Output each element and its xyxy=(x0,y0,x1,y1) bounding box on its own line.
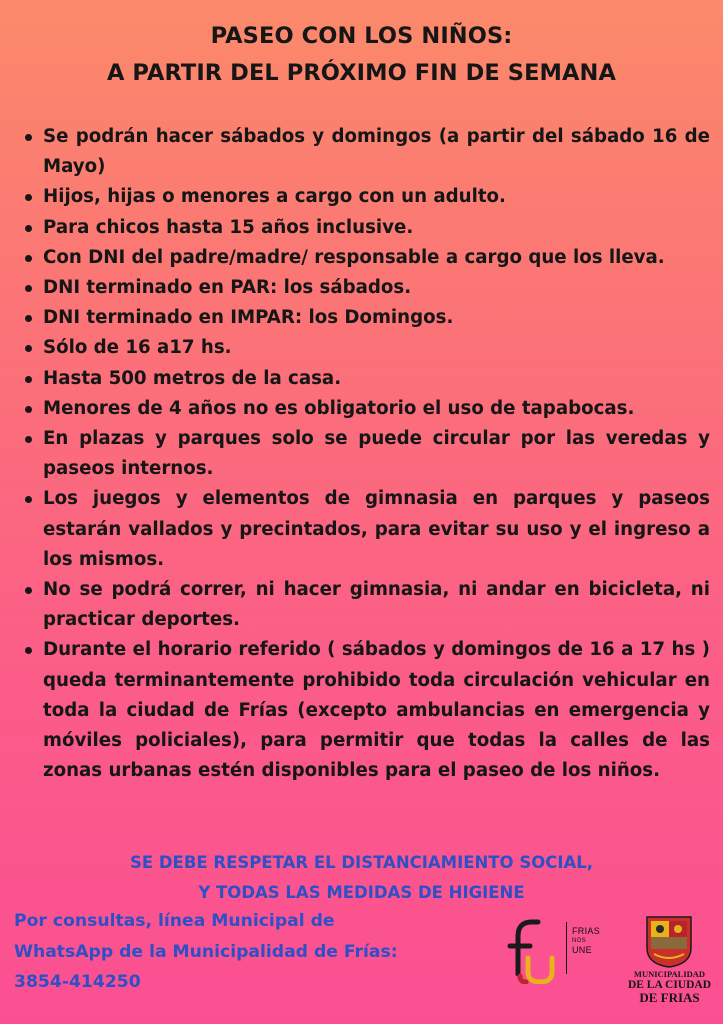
rule-item: DNI terminado en IMPAR: los Domingos. xyxy=(22,303,710,333)
fu-logo-icon xyxy=(506,914,566,984)
hygiene-notice xyxy=(0,848,723,908)
muni-text-line: MUNICIPALIDAD xyxy=(633,969,706,979)
rule-item: Se podrán hacer sábados y domingos (a partir del sábado 16 de Mayo) xyxy=(22,122,710,182)
muni-text-line: DE LA CIUDAD xyxy=(627,979,712,991)
rule-item: Los juegos y elementos de gimnasia en parques y paseos estarán vallados y precintados, para evitar su uso y el ingreso a los mismos. xyxy=(22,484,710,575)
rule-item: Sólo de 16 a17 hs. xyxy=(22,333,710,363)
muni-text-line: DE FRIAS xyxy=(639,990,700,1005)
rules-list xyxy=(22,122,710,786)
rule-item: Con DNI del padre/madre/ responsable a cargo que los lleva. xyxy=(22,243,710,273)
frias-nos-une-logo xyxy=(506,914,618,984)
rule-item: Para chicos hasta 15 años inclusive. xyxy=(22,213,710,243)
crest-icon xyxy=(644,914,694,968)
municipalidad-text xyxy=(616,970,723,1004)
title-line-1: PASEO CON LOS NIÑOS: xyxy=(210,23,513,49)
logo-text-line: NOS xyxy=(572,938,586,944)
rule-item: Hasta 500 metros de la casa. xyxy=(22,364,710,394)
logo-divider xyxy=(566,922,567,974)
title-line-2: A PARTIR DEL PRÓXIMO FIN DE SEMANA xyxy=(106,60,616,86)
logo-text xyxy=(572,926,600,956)
rule-item: Hijos, hijas o menores a cargo con un adulto. xyxy=(22,182,710,212)
contact-line-2: WhatsApp de la Municipalidad de Frías: xyxy=(14,941,398,962)
rule-item: No se podrá correr, ni hacer gimnasia, ni andar en bicicleta, ni practicar deportes. xyxy=(22,575,710,635)
page-title xyxy=(0,18,723,92)
rule-item: Durante el horario referido ( sábados y domingos de 16 a 17 hs ) queda terminantemente prohibido toda circulación vehicular en toda la ciudad de Frías (excepto ambulancias en emergencia y móviles policiales), para permitir que todas la calles de las zonas urbanas estén disponibles para el paseo de los niños. xyxy=(22,635,710,786)
contact-line-1: Por consultas, línea Municipal de xyxy=(14,911,335,931)
rule-item: En plazas y parques solo se puede circular por las veredas y paseos internos. xyxy=(22,424,710,484)
logo-text-line: UNE xyxy=(572,945,592,955)
municipalidad-logo xyxy=(616,912,723,1016)
notice-line-1: SE DEBE RESPETAR EL DISTANCIAMIENTO SOCIAL, xyxy=(129,853,594,872)
rule-item: Menores de 4 años no es obligatorio el uso de tapabocas. xyxy=(22,394,710,424)
contact-phone: 3854-414250 xyxy=(14,972,141,992)
rule-item: DNI terminado en PAR: los sábados. xyxy=(22,273,710,303)
logo-text-line: FRIAS xyxy=(572,926,601,936)
notice-line-2: Y TODAS LAS MEDIDAS DE HIGIENE xyxy=(198,883,525,902)
contact-info xyxy=(14,906,494,998)
